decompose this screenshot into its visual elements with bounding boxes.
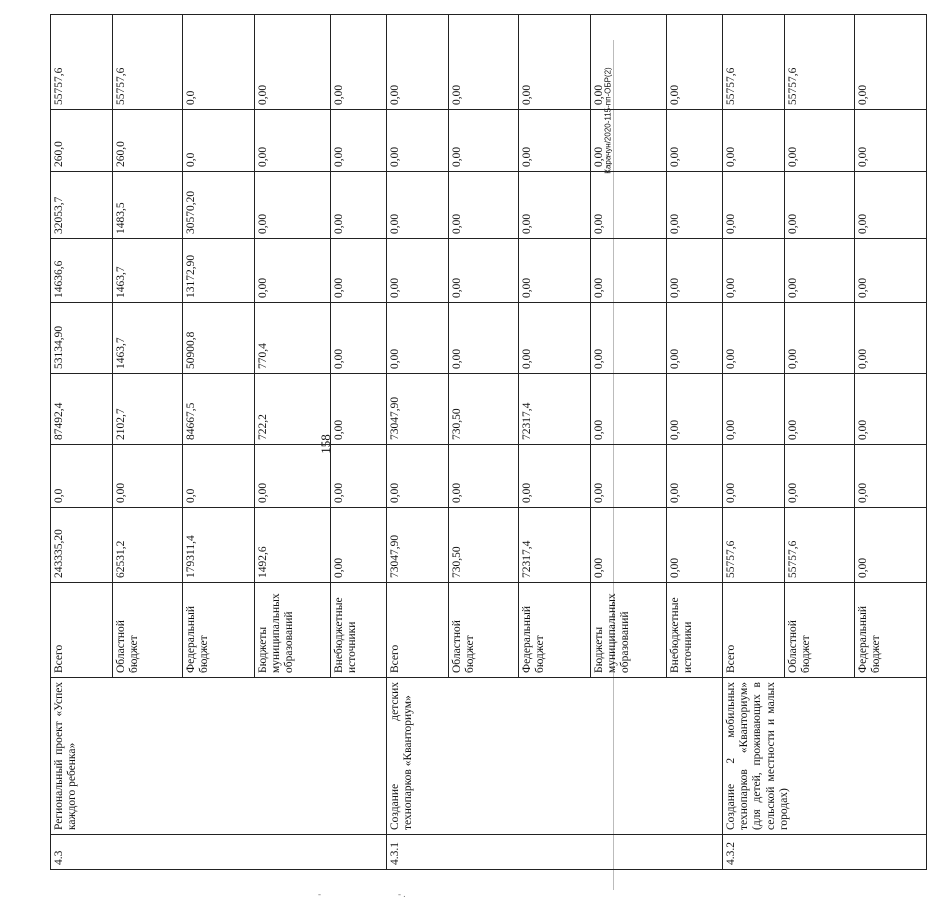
section-code: 4.3: [51, 835, 387, 870]
amount-cell: 55757,6: [113, 15, 183, 110]
funding-source: Всего: [387, 583, 449, 678]
amount-cell: 2102,7: [113, 374, 183, 445]
amount-cell: 0,00: [723, 374, 785, 445]
funding-source: Федеральный бюджет: [519, 583, 591, 678]
amount-cell: 0,00: [519, 172, 591, 239]
amount-cell: 0,00: [519, 239, 591, 303]
amount-cell: 0,00: [723, 172, 785, 239]
amount-cell: 0,00: [855, 239, 927, 303]
amount-cell: 30570,20: [183, 172, 255, 239]
amount-cell: 0,00: [667, 239, 723, 303]
amount-cell: 0,00: [331, 172, 387, 239]
funding-source: Бюджеты муниципальных образований: [591, 583, 667, 678]
amount-cell: 13172,90: [183, 239, 255, 303]
amount-cell: 0,00: [855, 445, 927, 508]
bottom-mark: - .: [398, 889, 406, 899]
amount-cell: 1492,6: [255, 508, 331, 583]
amount-cell: 73047,90: [387, 374, 449, 445]
amount-cell: 179311,4: [183, 508, 255, 583]
funding-source: Всего: [51, 583, 113, 678]
project-name: Создание 2 мобильных технопарков «Кванториум» (для детей, проживающих в сельской местности и малых городах): [723, 678, 927, 835]
amount-cell: 0,00: [723, 239, 785, 303]
amount-cell: 0,00: [387, 172, 449, 239]
bottom-mark: -: [318, 889, 321, 899]
amount-cell: 0,00: [667, 445, 723, 508]
amount-cell: 0,00: [591, 303, 667, 374]
amount-cell: 87492,4: [51, 374, 113, 445]
amount-cell: 0,00: [387, 445, 449, 508]
amount-cell: 0,0: [183, 15, 255, 110]
amount-cell: 0,00: [449, 445, 519, 508]
table-row: [723, 15, 785, 870]
amount-cell: 0,00: [255, 110, 331, 172]
amount-cell: 0,00: [591, 445, 667, 508]
amount-cell: 0,00: [591, 172, 667, 239]
amount-cell: 0,00: [255, 15, 331, 110]
amount-cell: 0,00: [785, 172, 855, 239]
page-number: 158: [318, 434, 333, 454]
amount-cell: 0,00: [331, 303, 387, 374]
funding-source: Областной бюджет: [785, 583, 855, 678]
section-code: 4.3.2: [723, 835, 927, 870]
amount-cell: 730,50: [449, 508, 519, 583]
amount-cell: 73047,90: [387, 508, 449, 583]
amount-cell: 62531,2: [113, 508, 183, 583]
amount-cell: 0,00: [331, 374, 387, 445]
table-row: [387, 15, 449, 870]
amount-cell: 0,00: [723, 110, 785, 172]
amount-cell: 0,00: [667, 303, 723, 374]
amount-cell: 32053,7: [51, 172, 113, 239]
amount-cell: 1483,5: [113, 172, 183, 239]
amount-cell: 14636,6: [51, 239, 113, 303]
amount-cell: 0,00: [331, 15, 387, 110]
amount-cell: 0,00: [519, 15, 591, 110]
amount-cell: 0,00: [667, 110, 723, 172]
amount-cell: 0,00: [785, 445, 855, 508]
amount-cell: 0,00: [519, 303, 591, 374]
funding-source: Областной бюджет: [449, 583, 519, 678]
amount-cell: 0,00: [387, 15, 449, 110]
amount-cell: 0,00: [519, 445, 591, 508]
amount-cell: 0,00: [667, 508, 723, 583]
section-code: 4.3.1: [387, 835, 723, 870]
amount-cell: 0,00: [667, 374, 723, 445]
amount-cell: 0,00: [785, 239, 855, 303]
amount-cell: 55757,6: [51, 15, 113, 110]
amount-cell: 72317,4: [519, 508, 591, 583]
amount-cell: 0,00: [723, 303, 785, 374]
amount-cell: 55757,6: [785, 15, 855, 110]
amount-cell: 55757,6: [723, 508, 785, 583]
funding-source: Внебюджетные источники: [667, 583, 723, 678]
amount-cell: 243335,20: [51, 508, 113, 583]
amount-cell: 0,00: [723, 445, 785, 508]
amount-cell: 55757,6: [723, 15, 785, 110]
amount-cell: 0,00: [667, 172, 723, 239]
amount-cell: 0,00: [855, 508, 927, 583]
amount-cell: 0,00: [255, 172, 331, 239]
amount-cell: 0,00: [785, 110, 855, 172]
amount-cell: 770,4: [255, 303, 331, 374]
amount-cell: 0,0: [51, 445, 113, 508]
table-row: [51, 15, 113, 870]
amount-cell: 0,00: [331, 508, 387, 583]
amount-cell: 0,0: [183, 110, 255, 172]
amount-cell: 0,00: [667, 15, 723, 110]
amount-cell: 0,00: [113, 445, 183, 508]
amount-cell: 0,00: [255, 239, 331, 303]
amount-cell: 0,00: [855, 303, 927, 374]
amount-cell: 0,00: [785, 303, 855, 374]
amount-cell: 0,00: [591, 110, 667, 172]
amount-cell: 55757,6: [785, 508, 855, 583]
amount-cell: 0,00: [449, 172, 519, 239]
amount-cell: 0,00: [855, 172, 927, 239]
amount-cell: 0,00: [855, 15, 927, 110]
funding-source: Бюджеты муниципальных образований: [255, 583, 331, 678]
amount-cell: 0,0: [183, 445, 255, 508]
funding-source: Всего: [723, 583, 785, 678]
amount-cell: 0,00: [519, 110, 591, 172]
amount-cell: 72317,4: [519, 374, 591, 445]
document-id: Карачун/2020-115-пп-ОБР(2): [603, 67, 613, 174]
amount-cell: 0,00: [255, 445, 331, 508]
amount-cell: 0,00: [331, 445, 387, 508]
funding-source: Областной бюджет: [113, 583, 183, 678]
amount-cell: 53134,90: [51, 303, 113, 374]
project-name: Создание детских технопарков «Кванториум»: [387, 678, 723, 835]
project-name: Региональный проект «Успех каждого ребенка»: [51, 678, 387, 835]
amount-cell: 0,00: [785, 374, 855, 445]
amount-cell: 260,0: [113, 110, 183, 172]
amount-cell: 0,00: [387, 239, 449, 303]
amount-cell: 0,00: [387, 110, 449, 172]
budget-table: [50, 14, 927, 870]
amount-cell: 0,00: [591, 508, 667, 583]
amount-cell: 0,00: [855, 374, 927, 445]
amount-cell: 0,00: [591, 239, 667, 303]
amount-cell: 0,00: [331, 239, 387, 303]
amount-cell: 0,00: [331, 110, 387, 172]
amount-cell: 0,00: [449, 110, 519, 172]
amount-cell: 0,00: [591, 374, 667, 445]
amount-cell: 0,00: [855, 110, 927, 172]
amount-cell: 0,00: [449, 303, 519, 374]
amount-cell: 0,00: [449, 239, 519, 303]
amount-cell: 722,2: [255, 374, 331, 445]
amount-cell: 0,00: [449, 15, 519, 110]
amount-cell: 1463,7: [113, 303, 183, 374]
amount-cell: 50900,8: [183, 303, 255, 374]
amount-cell: 1463,7: [113, 239, 183, 303]
amount-cell: 84667,5: [183, 374, 255, 445]
funding-source: Внебюджетные источники: [331, 583, 387, 678]
funding-source: Федеральный бюджет: [855, 583, 927, 678]
funding-source: Федеральный бюджет: [183, 583, 255, 678]
amount-cell: 260,0: [51, 110, 113, 172]
amount-cell: 0,00: [591, 15, 667, 110]
amount-cell: 0,00: [387, 303, 449, 374]
amount-cell: 730,50: [449, 374, 519, 445]
